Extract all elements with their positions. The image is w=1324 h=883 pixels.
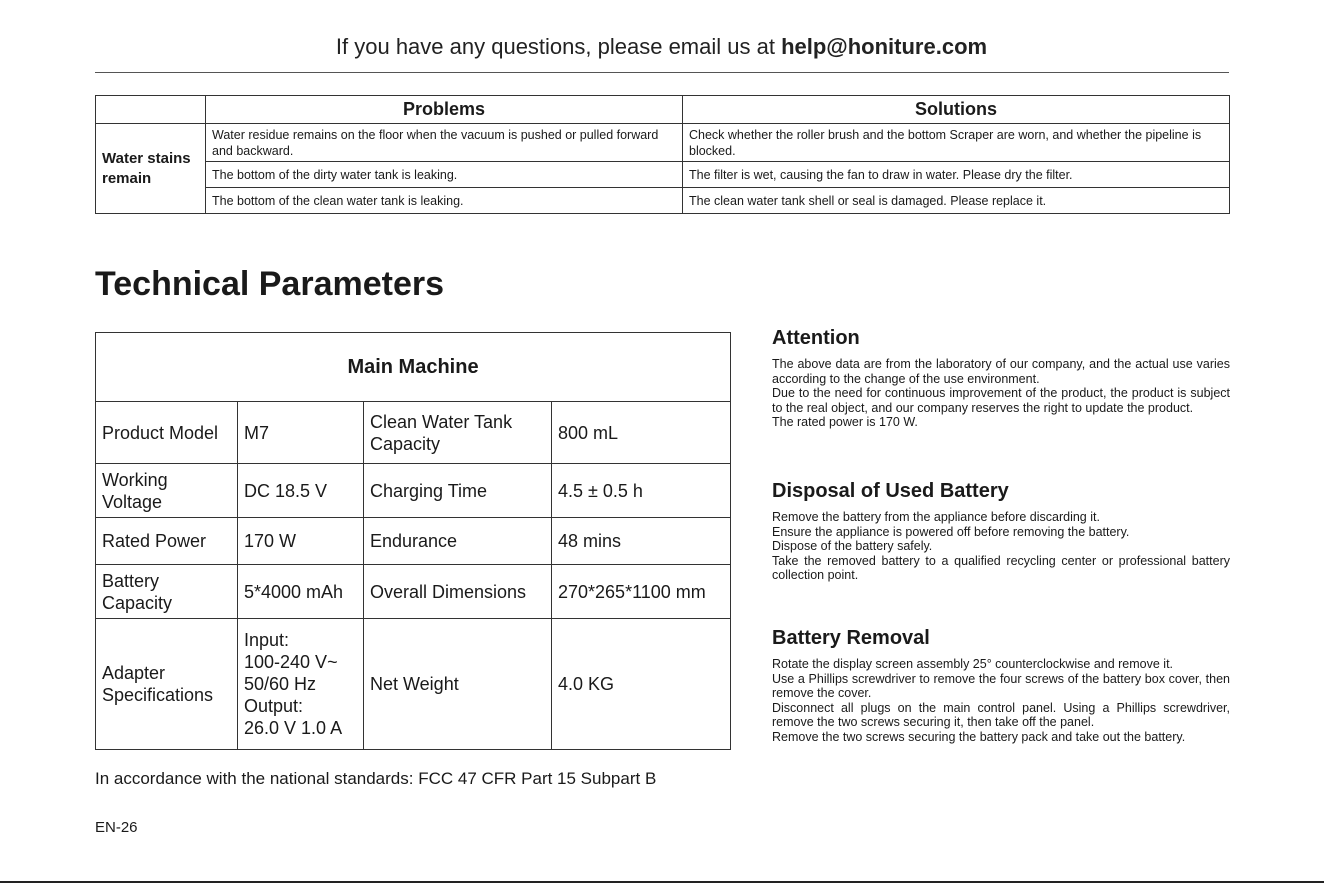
disposal-line: Take the removed battery to a qualified recycling center or professional battery collection point. xyxy=(772,553,1230,582)
disposal-line: Dispose of the battery safely. xyxy=(772,539,933,553)
adapter-line: 100-240 V~ xyxy=(244,652,338,672)
param-label: Overall Dimensions xyxy=(364,565,552,619)
section-title: Technical Parameters xyxy=(95,265,444,303)
problem-category: Water stains remain xyxy=(96,124,206,214)
problem-cell: The bottom of the dirty water tank is leaking. xyxy=(206,162,683,188)
page-number: EN-26 xyxy=(95,819,138,836)
table-row xyxy=(96,162,1230,188)
problem-cell: The bottom of the clean water tank is leaking. xyxy=(206,188,683,214)
param-value: 270*265*1100 mm xyxy=(552,565,731,619)
solution-cell: The filter is wet, causing the fan to draw in water. Please dry the filter. xyxy=(683,162,1230,188)
attention-section xyxy=(772,325,1230,430)
removal-title: Battery Removal xyxy=(772,627,930,649)
attention-line: Due to the need for continuous improvement of the product, the product is subject to the real object, and our company reserves the right to update the product. xyxy=(772,386,1230,415)
param-label: Adapter Specifications xyxy=(96,619,238,750)
table-row xyxy=(96,619,731,750)
attention-line: The rated power is 170 W. xyxy=(772,415,918,429)
param-value: M7 xyxy=(238,402,364,464)
table-row xyxy=(96,188,1230,214)
adapter-line: Input: xyxy=(244,630,290,650)
disposal-body xyxy=(772,510,1230,583)
table-row xyxy=(96,464,731,518)
param-value: 48 mins xyxy=(552,518,731,565)
table-row xyxy=(96,402,731,464)
param-value: 4.0 KG xyxy=(552,619,731,750)
removal-line: Remove the two screws securing the battery pack and take out the battery. xyxy=(772,729,1186,744)
empty-header-cell xyxy=(96,96,206,124)
param-value: 4.5 ± 0.5 h xyxy=(552,464,731,518)
table-row xyxy=(96,565,731,619)
disposal-title: Disposal of Used Battery xyxy=(772,480,1009,502)
attention-line: The above data are from the laboratory of our company, and the actual use varies according to the change of the use environment. xyxy=(772,357,1230,386)
param-label: Working Voltage xyxy=(96,464,238,518)
main-machine-table xyxy=(95,332,731,750)
param-label: Product Model xyxy=(96,402,238,464)
removal-line: Use a Phillips screwdriver to remove the four screws of the battery box cover, then remove the cover. xyxy=(772,671,1230,700)
param-label: Clean Water Tank Capacity xyxy=(364,402,552,464)
param-value: 170 W xyxy=(238,518,364,565)
adapter-line: 26.0 V 1.0 A xyxy=(244,718,343,738)
param-label: Rated Power xyxy=(96,518,238,565)
removal-line: Disconnect all plugs on the main control panel. Using a Phillips screwdriver, remove the two screws securing it, then take off the panel. xyxy=(772,700,1230,729)
removal-line: Rotate the display screen assembly 25° counterclockwise and remove it. xyxy=(772,657,1174,671)
param-value: 800 mL xyxy=(552,402,731,464)
param-label: Battery Capacity xyxy=(96,565,238,619)
header-divider xyxy=(95,72,1229,73)
standards-note: In accordance with the national standards: FCC 47 CFR Part 15 Subpart B xyxy=(95,769,657,788)
removal-body xyxy=(772,657,1230,744)
attention-title: Attention xyxy=(772,327,860,349)
disposal-line: Remove the battery from the appliance before discarding it. xyxy=(772,510,1100,524)
support-email: help@honiture.com xyxy=(781,34,988,59)
solutions-header: Solutions xyxy=(683,96,1230,124)
contact-header xyxy=(95,32,1228,62)
table-title-row xyxy=(96,333,731,402)
param-label: Net Weight xyxy=(364,619,552,750)
solution-cell: The clean water tank shell or seal is damaged. Please replace it. xyxy=(683,188,1230,214)
disposal-line: Ensure the appliance is powered off before removing the battery. xyxy=(772,524,1130,539)
attention-body xyxy=(772,357,1230,430)
param-value: 5*4000 mAh xyxy=(238,565,364,619)
table-header-row xyxy=(96,96,1230,124)
param-label: Charging Time xyxy=(364,464,552,518)
problems-header: Problems xyxy=(206,96,683,124)
table-title: Main Machine xyxy=(96,333,731,402)
param-value: DC 18.5 V xyxy=(238,464,364,518)
adapter-line: Output: xyxy=(244,696,304,716)
param-label: Endurance xyxy=(364,518,552,565)
disposal-section xyxy=(772,478,1230,583)
table-row xyxy=(96,124,1230,162)
solution-cell: Check whether the roller brush and the bottom Scraper are worn, and whether the pipeline is blocked. xyxy=(683,124,1230,162)
battery-removal-section xyxy=(772,625,1230,744)
param-value xyxy=(238,619,364,750)
adapter-line: 50/60 Hz xyxy=(244,674,317,694)
problems-solutions-table xyxy=(95,95,1230,214)
contact-text: If you have any questions, please email us at xyxy=(335,34,782,59)
table-row xyxy=(96,518,731,565)
problem-cell: Water residue remains on the floor when the vacuum is pushed or pulled forward and backward. xyxy=(206,124,683,162)
